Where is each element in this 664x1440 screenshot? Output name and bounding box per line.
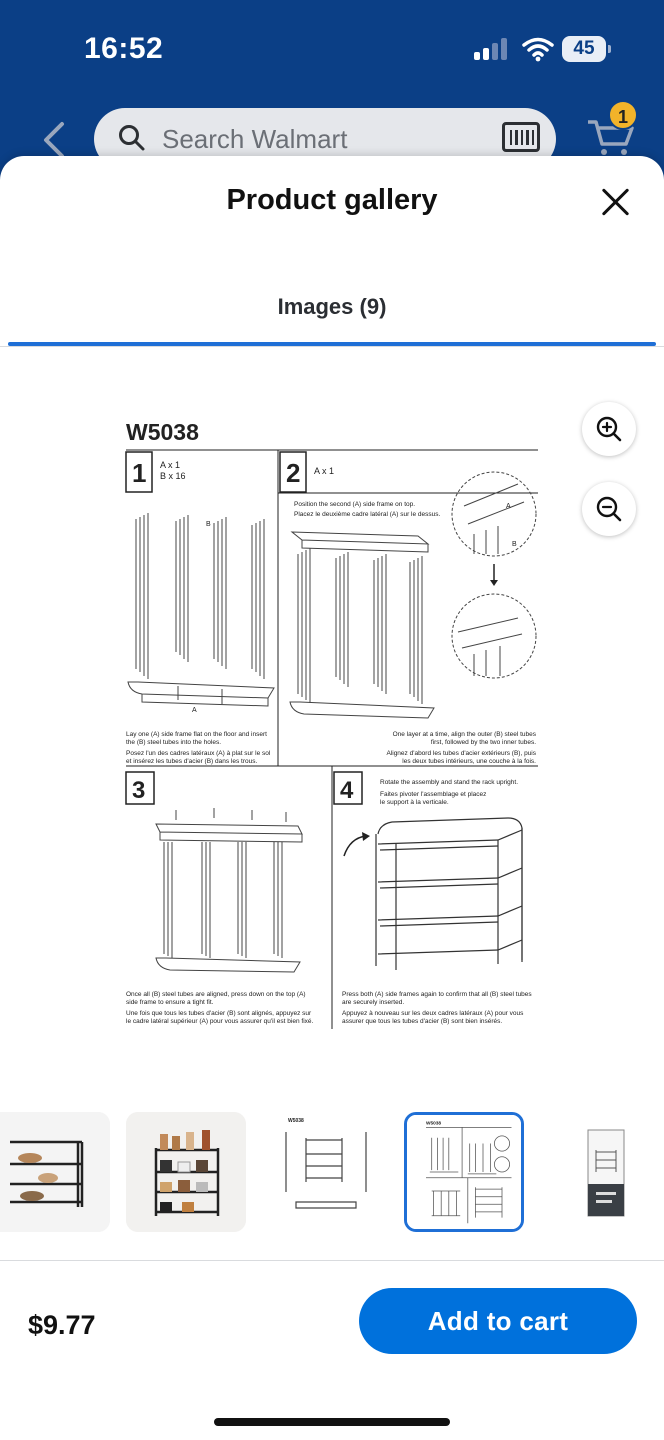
step-1-part-a: A x 1 <box>160 460 181 470</box>
tab-divider <box>0 346 664 347</box>
sheet-title: Product gallery <box>226 184 438 216</box>
step-4-rack-illustration <box>376 818 522 970</box>
step-1-text-en-2: the (B) steel tubes into the holes. <box>126 739 222 746</box>
step-4-number: 4 <box>340 777 354 804</box>
add-to-cart-button[interactable]: Add to cart <box>359 1288 637 1354</box>
step-4-header-en: Rotate the assembly and stand the rack upright. <box>380 779 519 786</box>
footer-divider <box>0 1260 664 1261</box>
step-4-header-fr-1: Faites pivoter l'assemblage et placez <box>380 791 487 798</box>
thumbnail-1[interactable] <box>0 1112 110 1232</box>
step-1-number: 1 <box>132 458 147 488</box>
barcode-icon[interactable] <box>502 122 540 152</box>
step-4-header-fr-2: le support à la verticale. <box>380 799 449 806</box>
label-a-2: A <box>506 503 511 510</box>
step-3-frame-illustration <box>156 808 302 972</box>
step-2-text-en-1: One layer at a time, align the outer (B) steel tubes <box>392 731 536 738</box>
home-indicator <box>214 1418 450 1426</box>
zoom-in-icon <box>582 402 636 456</box>
packaging-image <box>562 1112 664 1232</box>
label-b-1: B <box>206 521 211 528</box>
status-time: 16:52 <box>84 32 164 65</box>
model-number: W5038 <box>126 419 199 445</box>
step-4-text-en-1: Press both (A) side frames again to confirm that all (B) steel tubes <box>342 991 532 998</box>
step-2-part-a: A x 1 <box>314 466 335 476</box>
label-b-2: B <box>512 541 517 548</box>
thumbnail-5[interactable] <box>562 1112 664 1232</box>
dimension-diagram-image <box>266 1112 386 1232</box>
label-a-1: A <box>192 707 197 714</box>
step-2-text-fr-1: Alignez d'abord les tubes d'acier extérieurs (B), puis <box>386 750 536 757</box>
step-1-text-fr-1: Posez l'un des cadres latéraux (A) à plat sur le sol <box>126 750 271 757</box>
wifi-icon <box>522 36 554 62</box>
instruction-sheet <box>118 414 548 1044</box>
thumb-3-caption: W5038 <box>288 1118 304 1124</box>
step-4-text-fr-2: assurer que tous les tubes d'acier (B) sont bien insérés. <box>342 1018 503 1025</box>
main-product-image[interactable] <box>118 414 548 1044</box>
product-gallery-sheet <box>0 156 664 1440</box>
step-3-text-en-1: Once all (B) steel tubes are aligned, press down on the top (A) <box>126 991 306 998</box>
thumbnail-2[interactable] <box>126 1112 246 1232</box>
step-1-part-b: B x 16 <box>160 471 186 481</box>
step-2-text-fr-2: les deux tubes intérieurs, une couche à la fois. <box>402 758 536 765</box>
zoom-in-button[interactable] <box>582 402 636 456</box>
search-placeholder: Search Walmart <box>162 124 348 154</box>
thumbnail-4[interactable] <box>404 1112 524 1232</box>
tab-images[interactable]: Images (9) <box>277 294 387 319</box>
step-1-text-fr-2: et insérez les tubes d'acier (B) dans les trous. <box>126 758 258 765</box>
step-3-text-en-2: side frame to ensure a tight fit. <box>126 999 214 1006</box>
step-4-text-en-2: are securely inserted. <box>342 999 405 1006</box>
search-icon <box>118 124 146 152</box>
step-1-text-en-1: Lay one (A) side frame flat on the floor and insert <box>126 731 267 738</box>
rack-with-shoes-image <box>126 1112 246 1232</box>
step-3-number: 3 <box>132 777 146 804</box>
step-2-number: 2 <box>286 458 301 488</box>
step-2-frame-illustration <box>290 472 536 718</box>
rack-side-view-image <box>0 1112 110 1232</box>
step-1-tubes-illustration <box>128 513 274 706</box>
step-3-text-fr-2: le cadre latéral supérieur (A) pour vous assurer qu'il est bien fixé. <box>126 1018 314 1025</box>
zoom-out-button[interactable] <box>582 482 636 536</box>
thumb-4-caption: W5038 <box>426 1121 442 1127</box>
status-bar <box>0 0 664 100</box>
step-4-text-fr-1: Appuyez à nouveau sur les deux cadres latéraux (A) pour vous <box>342 1010 524 1017</box>
assembly-instructions-image <box>407 1115 521 1229</box>
step-2-header-en: Position the second (A) side frame on top. <box>294 501 416 508</box>
close-icon[interactable] <box>596 182 636 222</box>
thumbnail-3[interactable] <box>266 1112 386 1232</box>
step-3-text-fr-1: Une fois que tous les tubes d'acier (B) sont alignés, appuyez sur <box>126 1010 312 1017</box>
cart-count-badge: 1 <box>608 100 638 130</box>
battery-icon: 45 <box>562 36 606 62</box>
step-2-text-en-2: first, followed by the two inner tubes. <box>430 739 536 746</box>
product-price: $9.77 <box>28 1310 96 1340</box>
signal-icon <box>474 38 510 60</box>
step-2-header-fr: Placez le deuxième cadre latéral (A) sur le dessus. <box>294 511 441 518</box>
zoom-out-icon <box>582 482 636 536</box>
